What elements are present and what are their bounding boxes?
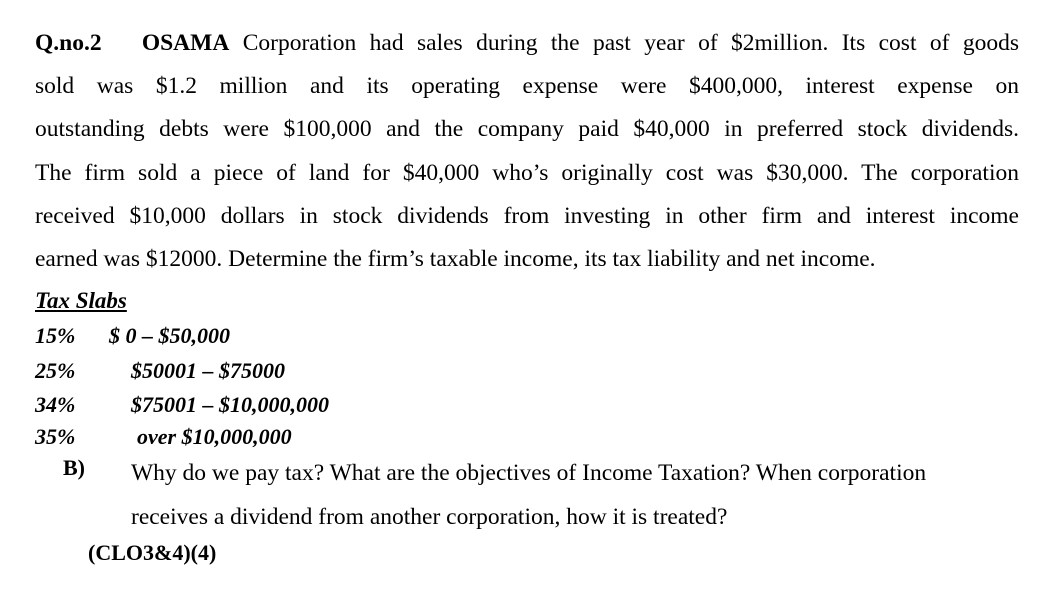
question-line-4: The firm sold a piece of land for $40,000 who’s originally cost was $30,000. The corporation	[35, 159, 1019, 186]
question-paragraph	[35, 22, 1019, 281]
part-b-text	[131, 451, 1036, 539]
slab-rate-4: 35%	[35, 424, 76, 449]
slab-range-2: $50001 – $75000	[131, 358, 285, 383]
part-b-line-2: receives a dividend from another corporation, how it is treated?	[131, 504, 728, 530]
slab-rate-1: 15%	[35, 323, 76, 348]
question-line-6: earned was $12000. Determine the firm’s taxable income, its tax liability and net income.	[35, 246, 876, 273]
question-number: Q.no.2	[35, 30, 102, 56]
slab-range-1: $ 0 – $50,000	[109, 323, 230, 348]
question-line-1-text: Corporation had sales during the past year of $2million. Its cost of goods	[229, 30, 1020, 56]
company-name: OSAMA	[141, 30, 230, 56]
question-line-3: outstanding debts were $100,000 and the company paid $40,000 in preferred stock dividends.	[35, 116, 1019, 143]
question-line-5: received $10,000 dollars in stock dividends from investing in other firm and interest income	[35, 202, 1019, 229]
slab-rate-3: 34%	[35, 392, 76, 417]
question-line-1	[35, 22, 1019, 65]
tax-slabs-title: Tax Slabs	[35, 288, 127, 313]
slab-rate-2: 25%	[35, 358, 76, 383]
question-line-2: sold was $1.2 million and its operating expense were $400,000, interest expense on	[35, 73, 1019, 100]
part-b-line-1: Why do we pay tax? What are the objectives of Income Taxation? When corporation	[131, 460, 927, 486]
slab-range-3: $75001 – $10,000,000	[131, 392, 329, 417]
slab-range-4: over $10,000,000	[137, 424, 292, 449]
clo-marks: (CLO3&4)(4)	[88, 540, 217, 565]
part-b-label: B)	[63, 455, 85, 480]
